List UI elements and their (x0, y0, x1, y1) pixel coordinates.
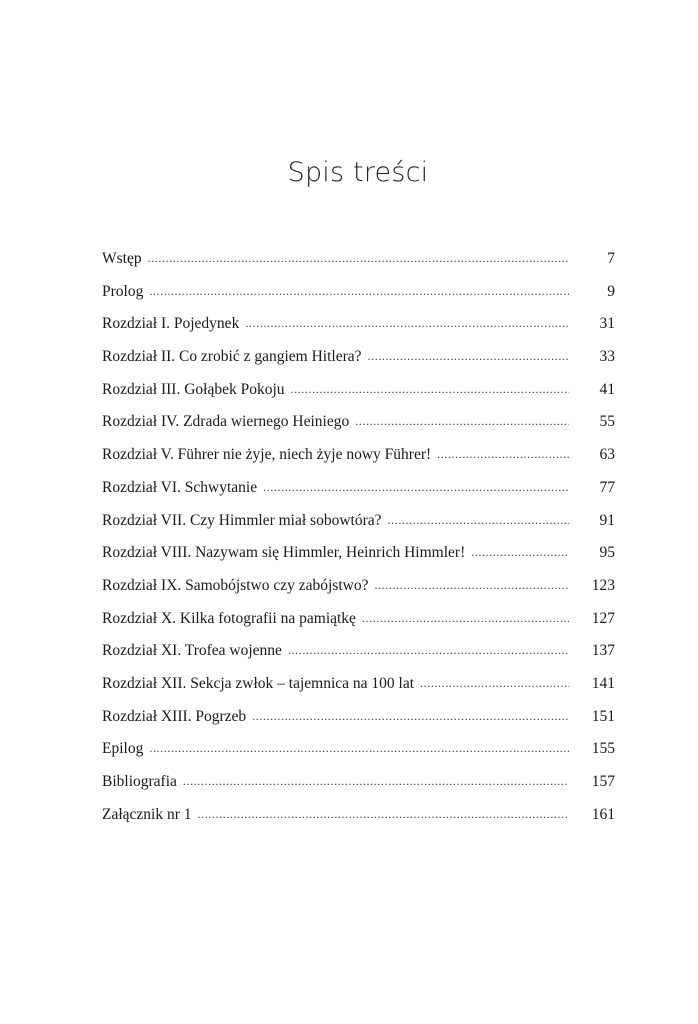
toc-entry-label: Rozdział XII. Sekcja zwłok – tajemnica na 100 lat (102, 674, 415, 692)
dot-leader (374, 578, 569, 593)
toc-entry-label: Rozdział V. Führer nie żyje, niech żyje nowy Führer! (102, 446, 432, 464)
dot-leader (437, 447, 569, 462)
dot-leader (245, 316, 569, 331)
toc-entry (102, 708, 615, 741)
toc-entry-label: Rozdział IV. Zdrada wiernego Heiniego (102, 413, 350, 431)
toc-entry-page-number: 63 (599, 446, 615, 464)
toc-entry (102, 577, 615, 610)
toc-entry (102, 740, 615, 773)
dot-leader (388, 513, 569, 528)
toc-entry-page-number: 31 (599, 315, 615, 333)
toc-entry-label: Rozdział IX. Samobójstwo czy zabójstwo? (102, 576, 369, 594)
toc-entry-page-number: 127 (591, 609, 615, 627)
toc-entry-page-number: 55 (599, 413, 615, 431)
page-title: Spis treści (287, 157, 429, 188)
toc-entry (102, 610, 615, 643)
dot-leader (148, 251, 569, 266)
toc-entry (102, 479, 615, 512)
toc-entry-label: Rozdział VIII. Nazywam się Himmler, Heinrich Himmler! (102, 544, 466, 562)
toc-entry-label: Epilog (102, 740, 144, 758)
toc-entry (102, 675, 615, 708)
dot-leader (183, 774, 569, 789)
toc-entry-label: Rozdział II. Co zrobić z gangiem Hitlera? (102, 348, 362, 366)
toc-entry-label: Wstęp (102, 250, 142, 267)
toc-entry (102, 348, 615, 381)
dot-leader (291, 382, 569, 397)
dot-leader (420, 676, 569, 691)
toc-entry (102, 250, 615, 283)
toc-entry (102, 773, 615, 806)
toc-entry-label: Rozdział I. Pojedynek (102, 315, 240, 333)
dot-leader (198, 807, 569, 822)
dot-leader (288, 643, 569, 658)
toc-entry-label: Załącznik nr 1 (102, 805, 192, 823)
toc-entry-page-number: 123 (591, 576, 615, 594)
toc-entry-label: Bibliografia (102, 773, 177, 790)
toc-entry-label: Rozdział VII. Czy Himmler miał sobowtóra? (102, 511, 382, 529)
toc-entry-page-number: 77 (599, 478, 615, 496)
toc-entry-page-number: 7 (607, 250, 615, 267)
toc-entry-page-number: 95 (599, 544, 615, 562)
toc-entry (102, 642, 615, 675)
toc-entry (102, 381, 615, 414)
table-of-contents (102, 250, 615, 838)
dot-leader (471, 545, 569, 560)
toc-entry-page-number: 157 (591, 773, 615, 790)
toc-entry-page-number: 91 (599, 511, 615, 529)
dot-leader (355, 414, 569, 429)
toc-entry-page-number: 161 (591, 805, 615, 823)
dot-leader (263, 480, 569, 495)
toc-entry-page-number: 9 (607, 282, 615, 300)
dot-leader (362, 611, 569, 626)
toc-entry-page-number: 137 (591, 642, 615, 660)
toc-entry (102, 512, 615, 545)
dot-leader (149, 741, 569, 756)
toc-entry-label: Rozdział XI. Trofea wojenne (102, 642, 282, 660)
toc-entry (102, 413, 615, 446)
dot-leader (149, 284, 569, 299)
toc-entry-label: Rozdział III. Gołąbek Pokoju (102, 380, 285, 398)
toc-entry-page-number: 33 (599, 348, 615, 366)
toc-entry (102, 806, 615, 839)
toc-entry (102, 315, 615, 348)
toc-entry (102, 283, 615, 316)
toc-entry (102, 446, 615, 479)
toc-entry (102, 544, 615, 577)
toc-entry-page-number: 141 (591, 674, 615, 692)
toc-entry-label: Prolog (102, 282, 144, 300)
toc-entry-label: Rozdział VI. Schwytanie (102, 478, 258, 496)
toc-entry-page-number: 151 (591, 707, 615, 725)
dot-leader (252, 709, 569, 724)
dot-leader (368, 349, 569, 364)
toc-entry-label: Rozdział X. Kilka fotografii na pamiątkę (102, 609, 356, 627)
toc-entry-label: Rozdział XIII. Pogrzeb (102, 707, 247, 725)
toc-entry-page-number: 155 (591, 740, 615, 758)
toc-entry-page-number: 41 (599, 380, 615, 398)
